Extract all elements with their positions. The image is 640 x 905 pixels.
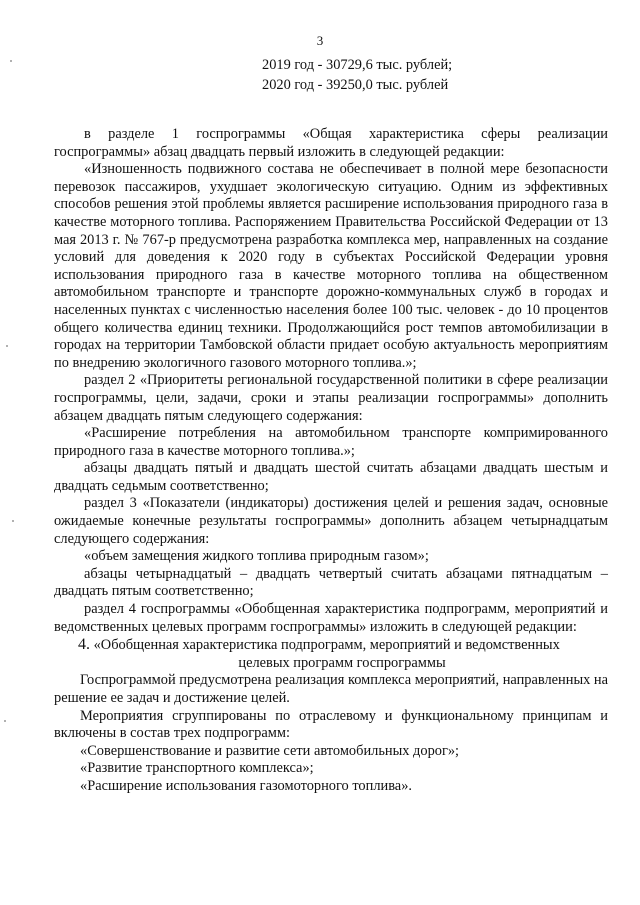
paragraph-section2-intro: раздел 2 «Приоритеты региональной государственной политики в сфере реализации госпрограммы, цели, задачи, сроки и этапы реализации госпрограммы» дополнить абзацем двадцать пятым следующего содержания: [54, 372, 608, 424]
section4-number: 4. [78, 636, 90, 654]
scan-speck [10, 60, 12, 62]
paragraph-renumber-25-26: абзацы двадцать пятый и двадцать шестой считать абзацами двадцать шестым и двадцать седьмым соответственно; [54, 460, 608, 494]
paragraph-section4-intro: раздел 4 госпрограммы «Обобщенная характеристика подпрограмм, мероприятий и ведомственных целевых программ госпрограммы» изложить в следующей редакции: [54, 601, 608, 635]
paragraph-renumber-14-24: абзацы четырнадцатый – двадцать четвертый считать абзацами пятнадцатым – двадцать пятым соответственно; [54, 565, 608, 600]
paragraph-section2-quote: «Расширение потребления на автомобильном транспорте компримированного природного газа в качестве моторного топлива.»; [54, 425, 608, 459]
paragraph-program-measures: Госпрограммой предусмотрена реализация комплекса мероприятий, направленных на решение ее задач и достижение целей. [54, 672, 609, 706]
subprogram-gas-fuel: «Расширение использования газомоторного топлива». [80, 777, 412, 794]
scan-speck [4, 720, 6, 722]
paragraph-section1-intro: в разделе 1 госпрограммы «Общая характеристика сферы реализации госпрограммы» абзац двадцать первый изложить в следующей редакции: [54, 126, 608, 160]
section4-heading [54, 636, 608, 655]
scan-speck [12, 520, 14, 522]
paragraph-section3-intro: раздел 3 «Показатели (индикаторы) достижения целей и решения задач, основные ожидаемые конечные результаты госпрограммы» дополнить абзацем четырнадцатым следующего содержания: [54, 495, 608, 547]
section4-title-line1: «Обобщенная характеристика подпрограмм, мероприятий и ведомственных [93, 637, 560, 654]
paragraph-section1-quote: «Изношенность подвижного состава не обеспечивает в полной мере безопасности перевозок пассажиров, ухудшает экологическую ситуацию. Одним из эффективных способов решения этой проблемы является расширение использования природного газа в качестве моторного топлива. Распоряжением Правительства Российской Федерации от 13 мая 2013 г. № 767-р предусмотрена разработка комплекса мер, направленных на создание условий для доведения к 2020 году в субъектах Российской Федерации уровня использования природного газа в качестве моторного топлива на общественном автомобильном транспорте и транспорте дорожно-коммунальных служб в городах и населенных пунктах с численностью населения более 100 тыс. человек - до 10 процентов общего количества единиц техники. Продолжающийся рост темпов автомобилизации в городах на территории Тамбовской области придает особую актуальность мероприятиям по внедрению экологичного газового моторного топлива.»; [54, 161, 608, 371]
paragraph-subprograms-intro: Мероприятия сгруппированы по отраслевому и функциональному принципам и включены в состав трех подпрограмм: [54, 707, 608, 742]
section4-title-line2: целевых программ госпрограммы [238, 654, 446, 671]
page-number: 3 [316, 33, 324, 48]
budget-line-2020: 2020 год - 39250,0 тыс. рублей [262, 77, 449, 93]
scan-speck [6, 345, 8, 347]
paragraph-section3-quote: «объем замещения жидкого топлива природным газом»; [84, 548, 429, 565]
subprogram-transport: «Развитие транспортного комплекса»; [80, 760, 314, 777]
budget-line-2019: 2019 год - 30729,6 тыс. рублей; [262, 57, 453, 73]
subprogram-roads: «Совершенствование и развитие сети автомобильных дорог»; [80, 742, 460, 759]
document-body [54, 126, 608, 796]
